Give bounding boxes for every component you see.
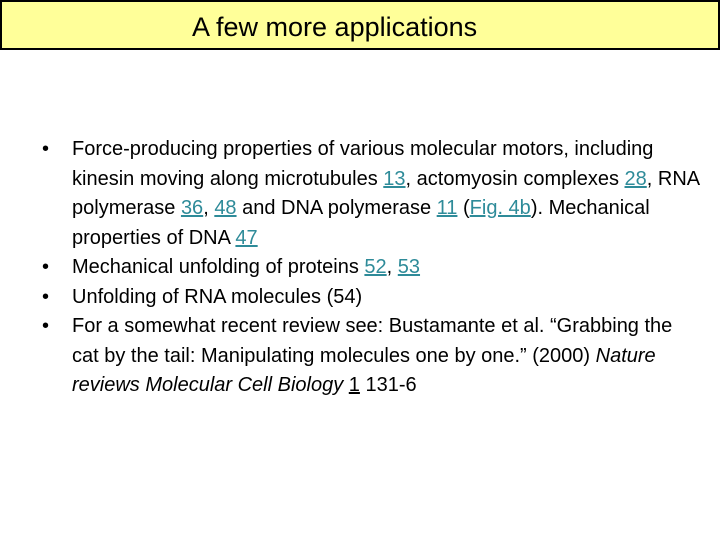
- bullet-text: and DNA polymerase: [236, 197, 437, 219]
- citation-link[interactable]: 47: [235, 226, 258, 249]
- bullet-marker: •: [42, 138, 50, 160]
- citation-link[interactable]: 28: [624, 167, 647, 190]
- journal-name: Nature reviews Molecular Cell Biology: [72, 344, 656, 396]
- bullet-text: ). Mechanical properties of DNA: [72, 197, 650, 249]
- bullet-item: [42, 253, 702, 283]
- bullet-marker: •: [42, 315, 50, 337]
- citation-link[interactable]: 52: [364, 256, 387, 278]
- bullet-marker: •: [42, 256, 50, 278]
- bullet-text: Mechanical unfolding of proteins: [72, 256, 365, 278]
- figure-link[interactable]: Fig. 4b: [469, 197, 531, 219]
- citation-link[interactable]: 11: [436, 197, 458, 219]
- bullet-marker: •: [42, 285, 50, 308]
- bullet-text: For a somewhat recent review see: Bustamante et al. “Grabbing the cat by the tail: Manipulating molecules one by one.” (2000): [72, 315, 673, 367]
- bullet-item: [42, 283, 702, 313]
- bullet-text: ,: [203, 197, 215, 219]
- bullet-item: [42, 312, 702, 401]
- citation-link[interactable]: 13: [383, 167, 406, 190]
- citation-link[interactable]: 36: [180, 197, 204, 219]
- bullet-item: [42, 135, 702, 253]
- bullet-list: [42, 135, 702, 401]
- citation-link[interactable]: 53: [397, 256, 421, 278]
- volume-number: 1: [348, 374, 360, 396]
- citation-link[interactable]: 48: [214, 197, 237, 219]
- bullet-text: ,: [386, 256, 398, 278]
- bullet-text: (: [457, 197, 470, 219]
- slide-title: A few more applications: [192, 12, 478, 42]
- title-bar: [0, 0, 720, 50]
- bullet-text: , RNA polymerase: [72, 167, 700, 219]
- bullet-text: 131-6: [359, 374, 417, 396]
- bullet-text: Force-producing properties of various molecular motors, including kinesin moving along microtubules: [72, 138, 654, 190]
- bullet-text: Unfolding of RNA molecules (54): [72, 285, 363, 308]
- bullet-text: , actomyosin complexes: [405, 167, 625, 190]
